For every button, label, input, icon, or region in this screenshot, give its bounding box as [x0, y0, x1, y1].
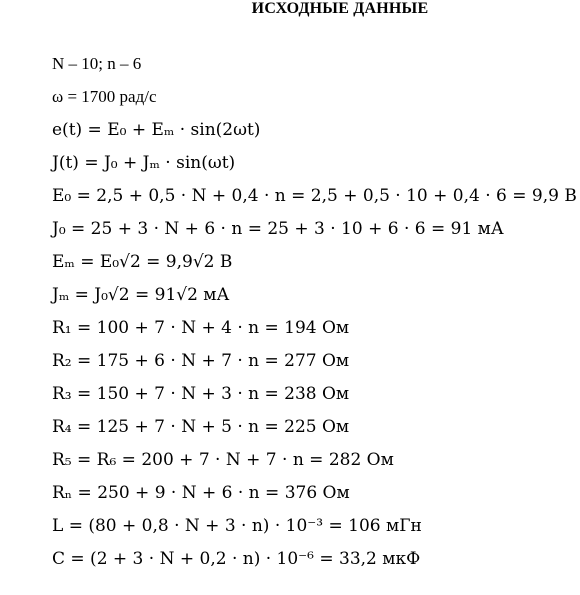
e0-formula: E₀ = 2,5 + 0,5 · N + 0,4 · n = 2,5 + 0,5 · 10 + 0,4 · 6 = 9,9 В — [52, 186, 577, 206]
jm-formula: Jₘ = J₀√2 = 91√2 мА — [52, 285, 230, 305]
formula-list — [52, 53, 577, 581]
j0-formula: J₀ = 25 + 3 · N + 6 · n = 25 + 3 · 10 + 6 · 6 = 91 мА — [52, 219, 504, 239]
emf-formula: e(t) = E₀ + Eₘ · sin(2ωt) — [52, 120, 261, 140]
variant-params-line: N – 10; n – 6 — [52, 54, 142, 73]
capacitance-formula: C = (2 + 3 · N + 0,2 · n) · 10⁻⁶ = 33,2 мкФ — [52, 549, 421, 569]
r1-formula: R₁ = 100 + 7 · N + 4 · n = 194 Ом — [52, 318, 350, 338]
document-title: ИСХОДНЫЕ ДАННЫЕ — [251, 0, 429, 17]
inductance-formula: L = (80 + 0,8 · N + 3 · n) · 10⁻³ = 106 мГн — [52, 516, 422, 536]
r4-formula: R₄ = 125 + 7 · N + 5 · n = 225 Ом — [52, 417, 350, 437]
r2-formula: R₂ = 175 + 6 · N + 7 · n = 277 Ом — [52, 351, 350, 371]
omega-line: ω = 1700 рад/с — [52, 87, 157, 106]
current-source-formula: J(t) = J₀ + Jₘ · sin(ωt) — [52, 153, 236, 173]
em-formula: Eₘ = E₀√2 = 9,9√2 В — [52, 252, 233, 272]
r5-r6-formula: R₅ = R₆ = 200 + 7 · N + 7 · n = 282 Ом — [52, 450, 394, 470]
rn-formula: Rₙ = 250 + 9 · N + 6 · n = 376 Ом — [52, 483, 350, 503]
r3-formula: R₃ = 150 + 7 · N + 3 · n = 238 Ом — [52, 384, 350, 404]
